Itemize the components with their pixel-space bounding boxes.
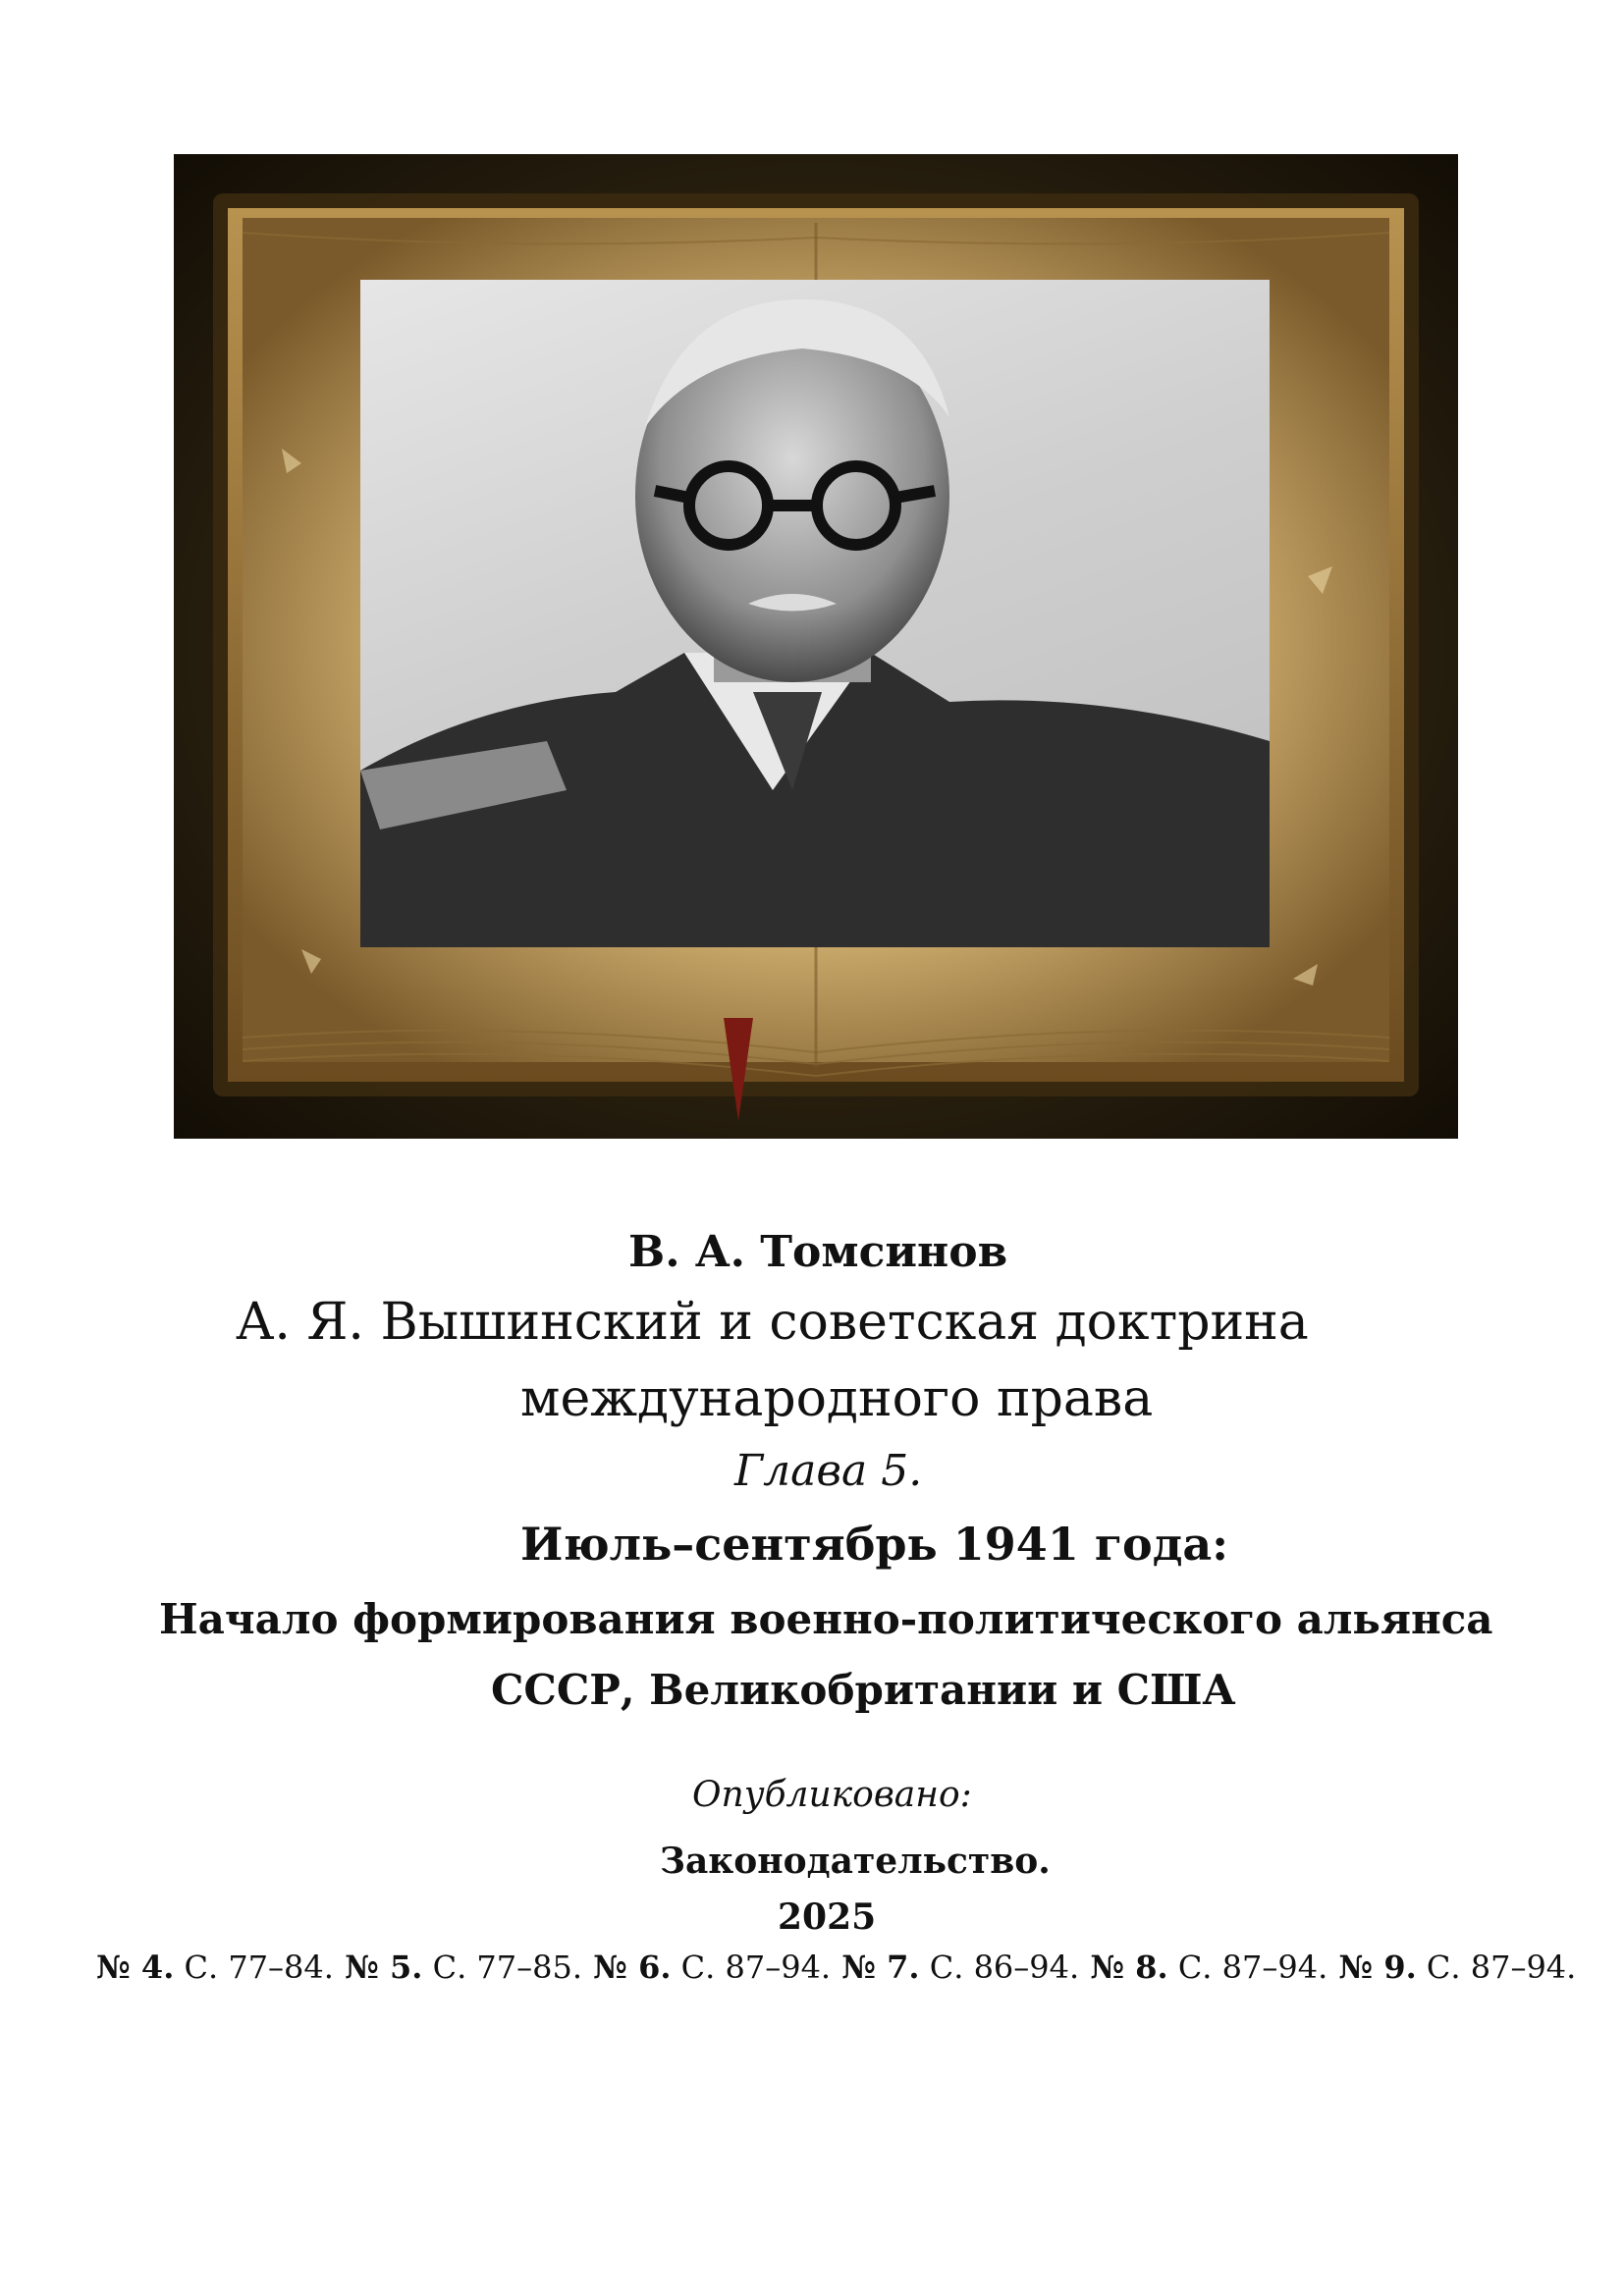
portrait-silhouette xyxy=(360,280,1270,947)
book-title-line-1: А. Я. Вышинский и советская доктрина xyxy=(236,1293,1309,1352)
issue-number: № 9. xyxy=(1327,1949,1417,1986)
cover-illustration xyxy=(174,154,1458,1139)
chapter-subtitle-line-1: Начало формирования военно-политического альянса xyxy=(159,1595,1493,1643)
author-name: В. А. Томсинов xyxy=(628,1227,1008,1277)
issue-pages: С. 86–94. xyxy=(919,1949,1080,1986)
publication-year: 2025 xyxy=(778,1896,877,1938)
publication-label: Опубликовано: xyxy=(692,1775,972,1815)
issue-pages: С. 77–85. xyxy=(422,1949,583,1986)
issue-number: № 6. xyxy=(582,1949,672,1986)
journal-name: Законодательство. xyxy=(660,1841,1051,1882)
issue-number: № 7. xyxy=(831,1949,920,1986)
book-title-line-2: международного права xyxy=(520,1369,1154,1428)
issue-pages: С. 87–94. xyxy=(1167,1949,1328,1986)
issue-pages: С. 77–84. xyxy=(174,1949,334,1986)
chapter-subtitle-line-2: СССР, Великобритании и США xyxy=(491,1666,1236,1714)
chapter-title: Июль–сентябрь 1941 года: xyxy=(520,1518,1229,1571)
chapter-label: Глава 5. xyxy=(734,1446,923,1496)
issue-list xyxy=(96,1949,1576,1986)
portrait-photo xyxy=(360,280,1270,947)
issue-number: № 5. xyxy=(333,1949,423,1986)
issue-pages: С. 87–94. xyxy=(671,1949,832,1986)
issue-number: № 8. xyxy=(1079,1949,1168,1986)
issue-pages: С. 87–94. xyxy=(1416,1949,1577,1986)
issue-number: № 4. xyxy=(96,1949,175,1986)
